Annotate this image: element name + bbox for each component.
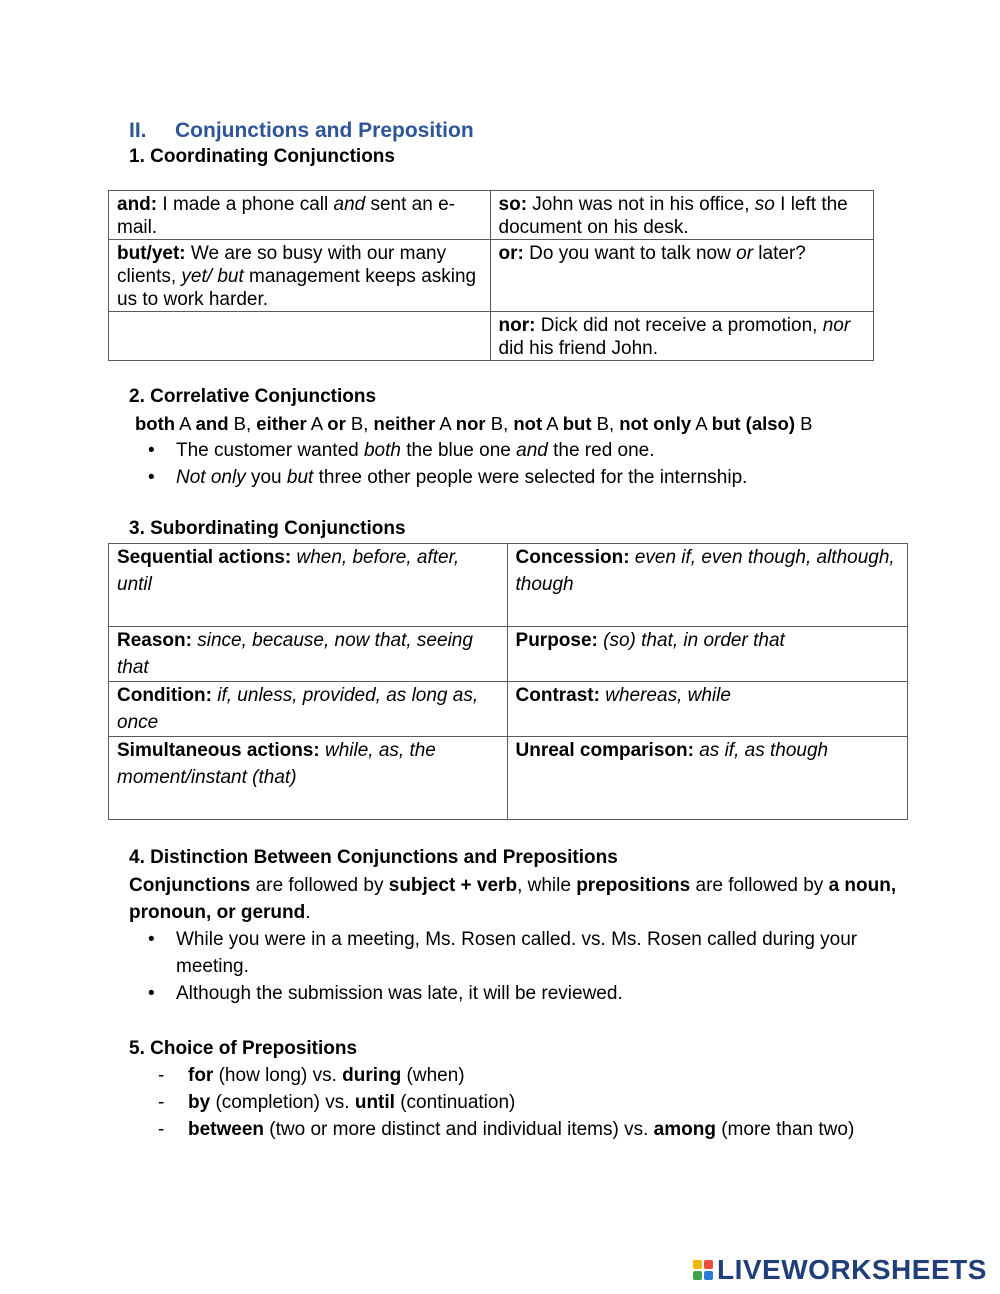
category-items: when, before, after, until xyxy=(117,547,460,595)
category-label: Contrast: xyxy=(515,685,600,706)
table-row xyxy=(109,737,908,820)
preposition-word: until xyxy=(354,1092,395,1113)
liveworksheets-logo xyxy=(693,1255,987,1285)
logo-tile xyxy=(693,1271,702,1280)
preposition-word: during xyxy=(342,1065,402,1086)
cell-text: Dick did not receive a promotion, xyxy=(535,315,823,336)
pair-text: A xyxy=(691,413,712,434)
cell-emphasis: or xyxy=(736,243,754,264)
term-label: but/yet: xyxy=(117,243,186,264)
preposition-word: by xyxy=(188,1092,211,1113)
cell-emphasis: yet/ but xyxy=(181,266,244,287)
category-label: Simultaneous actions: xyxy=(117,740,320,761)
table-row xyxy=(109,312,874,361)
table-cell xyxy=(109,191,491,240)
table-cell xyxy=(109,240,491,312)
rule-text: . xyxy=(305,902,311,923)
table-row xyxy=(109,627,908,682)
logo-grid-icon xyxy=(693,1260,713,1280)
section-heading-distinction: 4. Distinction Between Conjunctions and Prepositions xyxy=(129,847,618,868)
correlative-examples xyxy=(129,437,909,491)
cell-text: management keeps asking us to work harder. xyxy=(117,266,477,310)
pair-keyword: both xyxy=(135,413,176,434)
cell-text: later? xyxy=(753,243,806,264)
table-cell xyxy=(507,737,907,820)
prepositions-list xyxy=(158,1062,854,1143)
example-text: three other people were selected for the internship. xyxy=(313,467,748,488)
pair-text: B, xyxy=(228,413,257,434)
cell-text: I left the document on his desk. xyxy=(498,194,848,238)
cell-text: We are so busy with our many clients, xyxy=(117,243,447,287)
rule-keyword: subject + verb xyxy=(388,875,518,896)
correlative-pairs xyxy=(135,412,813,435)
table-row xyxy=(109,240,874,312)
distinction-rule xyxy=(129,872,899,926)
table-cell xyxy=(507,682,907,737)
table-cell xyxy=(109,737,508,820)
table-row xyxy=(109,544,908,627)
cell-emphasis: nor xyxy=(822,315,851,336)
preposition-note: (when) xyxy=(401,1065,465,1086)
section-heading-prepositions: 5. Choice of Prepositions xyxy=(129,1038,358,1059)
pair-keyword: but xyxy=(562,413,592,434)
rule-keyword: a noun, pronoun, or gerund xyxy=(129,875,897,923)
document-title xyxy=(129,119,474,143)
cell-text: did his friend John. xyxy=(498,338,659,359)
pair-keyword: but (also) xyxy=(711,413,796,434)
logo-text: LIVEWORKSHEETS xyxy=(717,1254,987,1285)
category-label: Reason: xyxy=(117,630,192,651)
rule-keyword: Conjunctions xyxy=(129,875,251,896)
table-cell xyxy=(490,240,873,312)
category-label: Condition: xyxy=(117,685,212,706)
table-cell xyxy=(109,682,508,737)
category-items: even if, even though, although, though xyxy=(515,547,895,595)
subordinating-table xyxy=(108,543,908,820)
logo-tile xyxy=(693,1260,702,1269)
pair-keyword: not xyxy=(513,413,543,434)
pair-keyword: not only xyxy=(619,413,692,434)
title-text: Conjunctions and Preposition xyxy=(175,119,474,142)
pair-keyword: neither xyxy=(373,413,436,434)
list-item xyxy=(158,1089,854,1116)
rule-keyword: prepositions xyxy=(576,875,691,896)
term-label: so: xyxy=(498,194,528,215)
pair-text: A xyxy=(435,413,456,434)
example-text: The customer wanted xyxy=(176,440,364,461)
section-heading-coordinating: 1. Coordinating Conjunctions xyxy=(129,146,395,167)
preposition-note: (how long) vs. xyxy=(213,1065,343,1086)
list-item xyxy=(158,1062,854,1089)
category-label: Purpose: xyxy=(515,630,598,651)
category-items: if, unless, provided, as long as, once xyxy=(117,685,479,733)
preposition-note: (continuation) xyxy=(394,1092,516,1113)
section-heading-correlative: 2. Correlative Conjunctions xyxy=(129,386,377,407)
distinction-examples xyxy=(129,926,889,1007)
pair-keyword: and xyxy=(195,413,229,434)
table-cell-empty xyxy=(109,312,491,361)
cell-text: I made a phone call xyxy=(157,194,334,215)
term-label: nor: xyxy=(498,315,536,336)
preposition-word: for xyxy=(188,1065,214,1086)
category-items: as if, as though xyxy=(693,740,829,761)
example-emphasis: both xyxy=(363,440,401,461)
list-item xyxy=(129,437,909,464)
pair-text: B, xyxy=(591,413,620,434)
list-item xyxy=(158,1116,854,1143)
preposition-word: among xyxy=(653,1119,716,1140)
cell-emphasis: and xyxy=(333,194,366,215)
category-items: whereas, while xyxy=(599,685,731,706)
logo-tile xyxy=(704,1260,713,1269)
table-row xyxy=(109,682,908,737)
coordinating-table xyxy=(108,190,874,361)
table-row xyxy=(109,191,874,240)
category-items: since, because, now that, seeing that xyxy=(117,630,473,678)
table-cell xyxy=(507,544,907,627)
pair-text: A xyxy=(306,413,328,434)
pair-text: B, xyxy=(345,413,374,434)
pair-text: A xyxy=(175,413,196,434)
preposition-note: (two or more distinct and individual items) vs. xyxy=(264,1119,654,1140)
preposition-note: (more than two) xyxy=(715,1119,855,1140)
preposition-note: (completion) vs. xyxy=(210,1092,355,1113)
cell-text: Do you want to talk now xyxy=(523,243,737,264)
table-cell xyxy=(507,627,907,682)
example-emphasis: Not only xyxy=(176,467,246,488)
table-cell xyxy=(109,627,508,682)
section-heading-subordinating: 3. Subordinating Conjunctions xyxy=(129,518,406,539)
title-number: II. xyxy=(129,119,147,142)
category-label: Unreal comparison: xyxy=(515,740,694,761)
rule-text: are followed by xyxy=(250,875,389,896)
rule-text: are followed by xyxy=(690,875,829,896)
category-label: Sequential actions: xyxy=(117,547,292,568)
example-text: you xyxy=(245,467,287,488)
preposition-word: between xyxy=(188,1119,265,1140)
rule-text: , while xyxy=(517,875,577,896)
category-items: (so) that, in order that xyxy=(597,630,785,651)
term-label: or: xyxy=(498,243,524,264)
term-label: and: xyxy=(117,194,158,215)
logo-tile xyxy=(704,1271,713,1280)
pair-keyword: nor xyxy=(455,413,486,434)
table-cell xyxy=(490,191,873,240)
example-emphasis: but xyxy=(286,467,314,488)
pair-text: B, xyxy=(485,413,514,434)
list-item: • While you were in a meeting, Ms. Rosen called. vs. Ms. Rosen called during your meeting. xyxy=(129,926,889,980)
example-text: the blue one xyxy=(400,440,517,461)
pair-text: B xyxy=(795,413,813,434)
list-item xyxy=(129,464,909,491)
pair-keyword: or xyxy=(327,413,346,434)
category-label: Concession: xyxy=(515,547,630,568)
cell-emphasis: so xyxy=(754,194,775,215)
pair-text: A xyxy=(542,413,563,434)
category-items: while, as, the moment/instant (that) xyxy=(117,740,436,788)
example-text: the red one. xyxy=(547,440,655,461)
list-item: • Although the submission was late, it will be reviewed. xyxy=(129,980,889,1007)
cell-text: sent an e-mail. xyxy=(117,194,455,238)
example-emphasis: and xyxy=(516,440,548,461)
table-cell xyxy=(109,544,508,627)
table-cell xyxy=(490,312,873,361)
cell-text: John was not in his office, xyxy=(527,194,755,215)
pair-keyword: either xyxy=(256,413,307,434)
